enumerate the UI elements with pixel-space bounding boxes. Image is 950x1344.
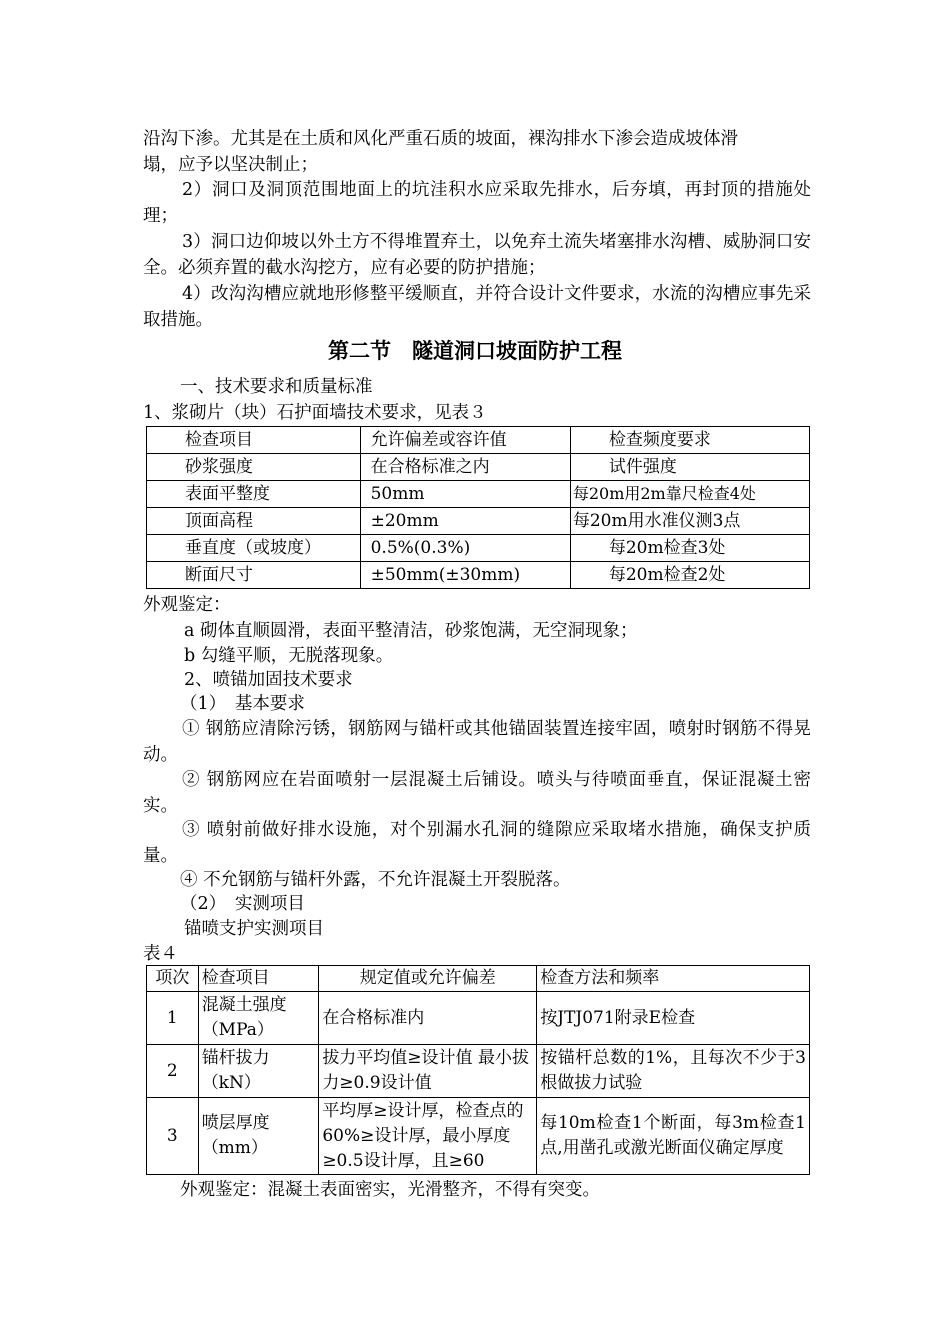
table-cell: 50mm [360,481,570,508]
table-header-cell: 项次 [147,966,199,992]
table-cell: 每20m检查3处 [570,535,809,562]
subheading: 一、技术要求和质量标准 [180,377,373,397]
table-header-cell: 允许偏差或容许值 [360,427,570,454]
requirement-item: ② 钢筋网应在岩面喷射一层混凝土后铺设。喷头与待喷面垂直，保证混凝土密实。 [143,770,811,816]
list-item-4: 4）改沟沟槽应就地形修整平缓顺直，并符合设计文件要求，水流的沟槽应事先采取措施。 [143,284,811,330]
table-cell: 每10m检查1个断面，每3m检查1点,用凿孔或激光断面仪确定厚度 [537,1098,810,1175]
paragraph-line: 塌，应予以坚决制止； [143,155,318,175]
requirement-item: ① 钢筋应清除污锈，钢筋网与锚杆或其他锚固装置连接牢固，喷射时钢筋不得晃动。 [143,719,811,765]
table4-caption: 表４ [143,944,178,964]
table-header-row [147,427,810,454]
table-cell: 2 [147,1045,199,1098]
subheading: 锚喷支护实测项目 [184,919,324,939]
subheading: （2） 实测项目 [180,894,305,914]
table-header-cell: 检查项目 [147,427,361,454]
table-cell: 每20m检查2处 [570,562,809,589]
table-cell: 断面尺寸 [147,562,361,589]
table-4 [146,965,810,1175]
table-cell: 在合格标准之内 [360,454,570,481]
table-row [147,454,810,481]
table-cell: 砂浆强度 [147,454,361,481]
table-cell: 混凝土强度（MPa） [198,992,319,1045]
table-cell: 按锚杆总数的1%，且每次不少于3根做拔力试验 [537,1045,810,1098]
subheading: （1） 基本要求 [180,694,305,714]
requirement-item: ③ 喷射前做好排水设施，对个别漏水孔洞的缝隙应采取堵水措施，确保支护质量。 [143,820,811,866]
appearance-item-a: a 砌体直顺圆滑，表面平整清洁，砂浆饱满，无空洞现象； [184,621,638,641]
table-header-cell: 检查方法和频率 [537,966,810,992]
appearance-label: 外观鉴定： [143,595,231,615]
table-cell: 试件强度 [570,454,809,481]
table-row [147,535,810,562]
table-row [147,481,810,508]
list-item-3: 3）洞口边仰坡以外土方不得堆置弃土，以免弃土流失堵塞排水沟槽、威胁洞口安全。必须弃置的截水沟挖方，应有必要的防护措施； [143,232,811,278]
table-cell: 每20m用水准仪测3点 [570,508,809,535]
table-cell: 在合格标准内 [319,992,537,1045]
table-cell: ±20mm [360,508,570,535]
table-header-cell: 检查项目 [198,966,319,992]
section-title: 第二节 隧道洞口坡面防护工程 [328,339,622,363]
table-cell: 每20m用2m靠尺检查4处 [570,481,809,508]
subheading: 2、喷锚加固技术要求 [184,670,353,690]
table-cell: 锚杆拔力（kN） [198,1045,319,1098]
requirement-item: ④ 不允钢筋与锚杆外露，不允许混凝土开裂脱落。 [180,870,571,890]
table-row [147,992,810,1045]
final-appearance: 外观鉴定：混凝土表面密实，光滑整齐，不得有突变。 [180,1180,600,1200]
table-cell: 0.5%(0.3%) [360,535,570,562]
table-cell: ±50mm(±30mm) [360,562,570,589]
table-cell: 1 [147,992,199,1045]
appearance-item-b: b 勾缝平顺，无脱落现象。 [184,646,394,666]
table-cell: 表面平整度 [147,481,361,508]
table-header-cell: 规定值或允许偏差 [319,966,537,992]
table-row [147,508,810,535]
table-cell: 按JTJ071附录E检查 [537,992,810,1045]
table3-caption: 1、浆砌片（块）石护面墙技术要求，见表３ [143,403,487,423]
paragraph-line: 沿沟下渗。尤其是在土质和风化严重石质的坡面，裸沟排水下渗会造成坡体滑 [143,129,738,149]
table-row [147,1098,810,1175]
table-cell: 拔力平均值≥设计值 最小拔力≥0.9设计值 [319,1045,537,1098]
table-row [147,562,810,589]
table-cell: 垂直度（或坡度） [147,535,361,562]
table-header-row [147,966,810,992]
table-cell: 喷层厚度（mm） [198,1098,319,1175]
table-cell: 顶面高程 [147,508,361,535]
table-cell: 3 [147,1098,199,1175]
table-3 [146,426,810,589]
list-item-2: 2）洞口及洞顶范围地面上的坑洼积水应采取先排水，后夯填，再封顶的措施处理； [143,180,811,226]
table-cell: 平均厚≥设计厚，检查点的60%≥设计厚，最小厚度≥0.5设计厚，且≥60 [319,1098,537,1175]
table-header-cell: 检查频度要求 [570,427,809,454]
table-row [147,1045,810,1098]
